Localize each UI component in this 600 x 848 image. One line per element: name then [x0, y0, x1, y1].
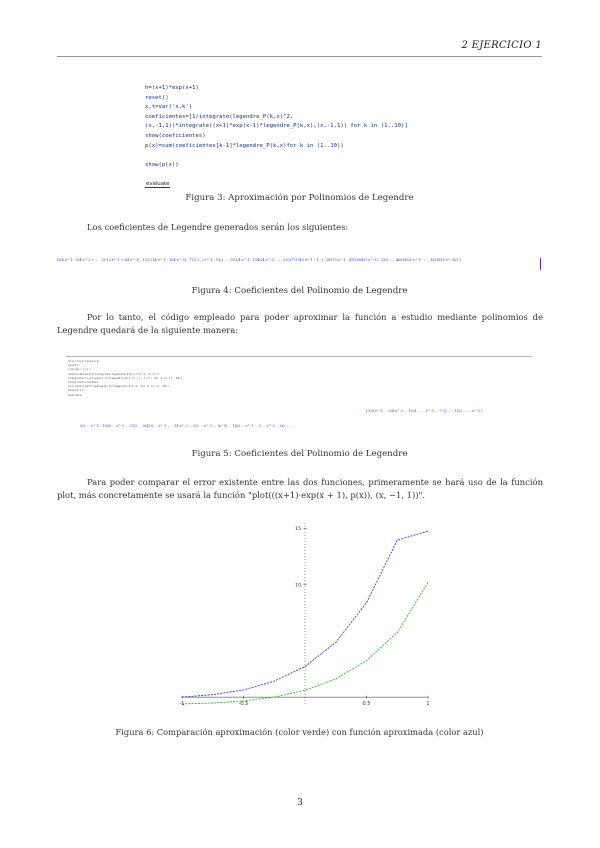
- formula-text: [3/4 e^-1 - 5/4 e^-3 + ... , 2(-12 e^-1 + 44 e^-3) , 15/2 (14 e^-1 - 104 e^-3) , 77/2 (...) e^-1 - 15/2 ... , 531/4 e^-1 - 1545/4 e^-3 , ... , 23(3773745 e^-1 - 1...) , 28175 e^-1 - 47(200427 e^-3) , 33/2 ... , 465385/2 e^-1 - ... , 4(31815 e^-3)/2 ]: [57, 258, 461, 262]
- code-line: coeficientes=[1/integrate(legendre_P(k,x)^2,: [145, 113, 294, 120]
- figure5-caption: Figura 5: Coeficientes del Polinomio de Legendre: [191, 449, 408, 459]
- data-point: [428, 582, 429, 583]
- figure5-code-line: show(coeficientes): [68, 380, 99, 385]
- paragraph-plot: Para poder comparar el error existente entre las dos funciones, primeramente se hará uso de la función plot, más concretamente se usará la función "plot(((x+1)·exp(x + 1), p(x)), (x, −1, 1))".: [57, 477, 543, 500]
- figure6-caption: Figura 6: Comparación aproximación (color verde) con función aproximada (color azul): [115, 727, 484, 737]
- figure5-output-line1: [ 3/4 e^-1 ... 5/4 e^-3 ... 15/4 ... ... e^-1 ... 77/2 ... - 15/2 ... ... e^-3 ]: [366, 409, 483, 413]
- x-tick-label: 1: [426, 701, 430, 708]
- code-line: h=(x+1)*exp(x+1): [145, 85, 199, 91]
- y-tick-label: 15: [295, 527, 301, 533]
- figure5-code-line: reset(): [68, 363, 80, 368]
- code-line: (x,-1,1))*integrate((x+1)*exp(x-1)*legendre_P(k,x),(x,-1,1)) for k in (1..10)]: [145, 123, 408, 130]
- figure4-caption: Figura 4: Coeficientes del Polinomio de Legendre: [191, 286, 408, 296]
- data-point: [366, 660, 367, 661]
- code-line: [145, 151, 465, 161]
- data-point: [428, 531, 429, 532]
- header-rule: [57, 56, 542, 57]
- figure3-caption: Figura 3: Aproximación por Polinomios de Legendre: [185, 193, 414, 203]
- x-tick-label: -0.5: [238, 701, 249, 708]
- data-point: [305, 666, 306, 667]
- plot-axes: [179, 523, 430, 708]
- evaluate-button[interactable]: evaluate: [146, 181, 170, 188]
- code-line: p(x)=sum(coeficientes[k-1]*legendre_P(k,x)for k in (1..10)): [145, 142, 344, 149]
- figure5-screenshot: [66, 354, 532, 442]
- legendre-coefficients-formula: [57, 258, 541, 270]
- data-point: [274, 681, 275, 682]
- code-listing: [145, 84, 465, 170]
- running-header: 2 EJERCICIO 1: [461, 40, 542, 51]
- figure5-code-line: show(p(x)): [68, 388, 85, 393]
- paragraph-coeficientes: Los coeficientes de Legendre generados serán los siguientes:: [87, 222, 349, 232]
- code-line: show(coeficientes): [145, 132, 206, 139]
- data-point: [335, 679, 336, 680]
- figure5-code-line: p(x)=sum(coeficientes[k-1]*legendre_P(k,x) for k in (1..10)): [68, 384, 170, 389]
- figure5-output-line2: 9/2 ... e^-1 - 1000 ... e^-3 ... 11/2 ... (64/3) ... e^-1 ... - 14 e^-3 ... 5/2 ... e^-1 ... (x^9) ... 16/3 ... e^-1 ... 5 ... e^-3 ... (x) ... ...: [80, 424, 294, 428]
- data-point: [182, 704, 183, 705]
- data-point: [212, 694, 213, 695]
- figure5-code-line: x,k=var('x,k'): [68, 367, 92, 372]
- code-line: reset(): [145, 94, 169, 101]
- figure5-code-line: h(x)=(x+1)*exp(x+1): [68, 359, 100, 363]
- page-number: 3: [297, 798, 303, 808]
- data-point: [182, 697, 183, 698]
- figure5-code-line: coeficientes=[1/integrate(legendre_P(k,x)^2,(x,-1,1))*: [68, 371, 159, 376]
- x-tick-label: 0.5: [362, 701, 371, 708]
- y-tick-label: 10: [295, 583, 301, 589]
- data-point: [366, 602, 367, 603]
- cell-top-rule: [66, 356, 532, 357]
- paragraph-codigo: Por lo tanto, el código empleado para poder aproximar la función a estudio mediante polinomios de Legendre quedará de la siguiente manera:: [57, 312, 543, 335]
- data-point: [274, 697, 275, 698]
- figure3-code-block: [145, 84, 465, 189]
- code-line: x,t=var('x,k'): [145, 104, 193, 111]
- x-tick-label: -1: [179, 701, 185, 708]
- data-point: [335, 642, 336, 643]
- comparison-plot: [170, 515, 440, 715]
- data-point: [212, 703, 213, 704]
- plot-ticks: [180, 526, 430, 707]
- code-line: show(p(x)): [145, 161, 179, 168]
- figure5-code-listing: [68, 359, 268, 401]
- figure5-code-line: integrate((x+1)*exp(x-1)*legendre_P(k,x),(x,-1,1)) for k in (1..10)]: [68, 375, 183, 380]
- data-point: [243, 690, 244, 691]
- figure5-code-line: evaluate: [68, 392, 82, 397]
- data-point: [397, 632, 398, 633]
- data-point: [243, 701, 244, 702]
- data-point: [305, 690, 306, 691]
- data-point: [397, 540, 398, 541]
